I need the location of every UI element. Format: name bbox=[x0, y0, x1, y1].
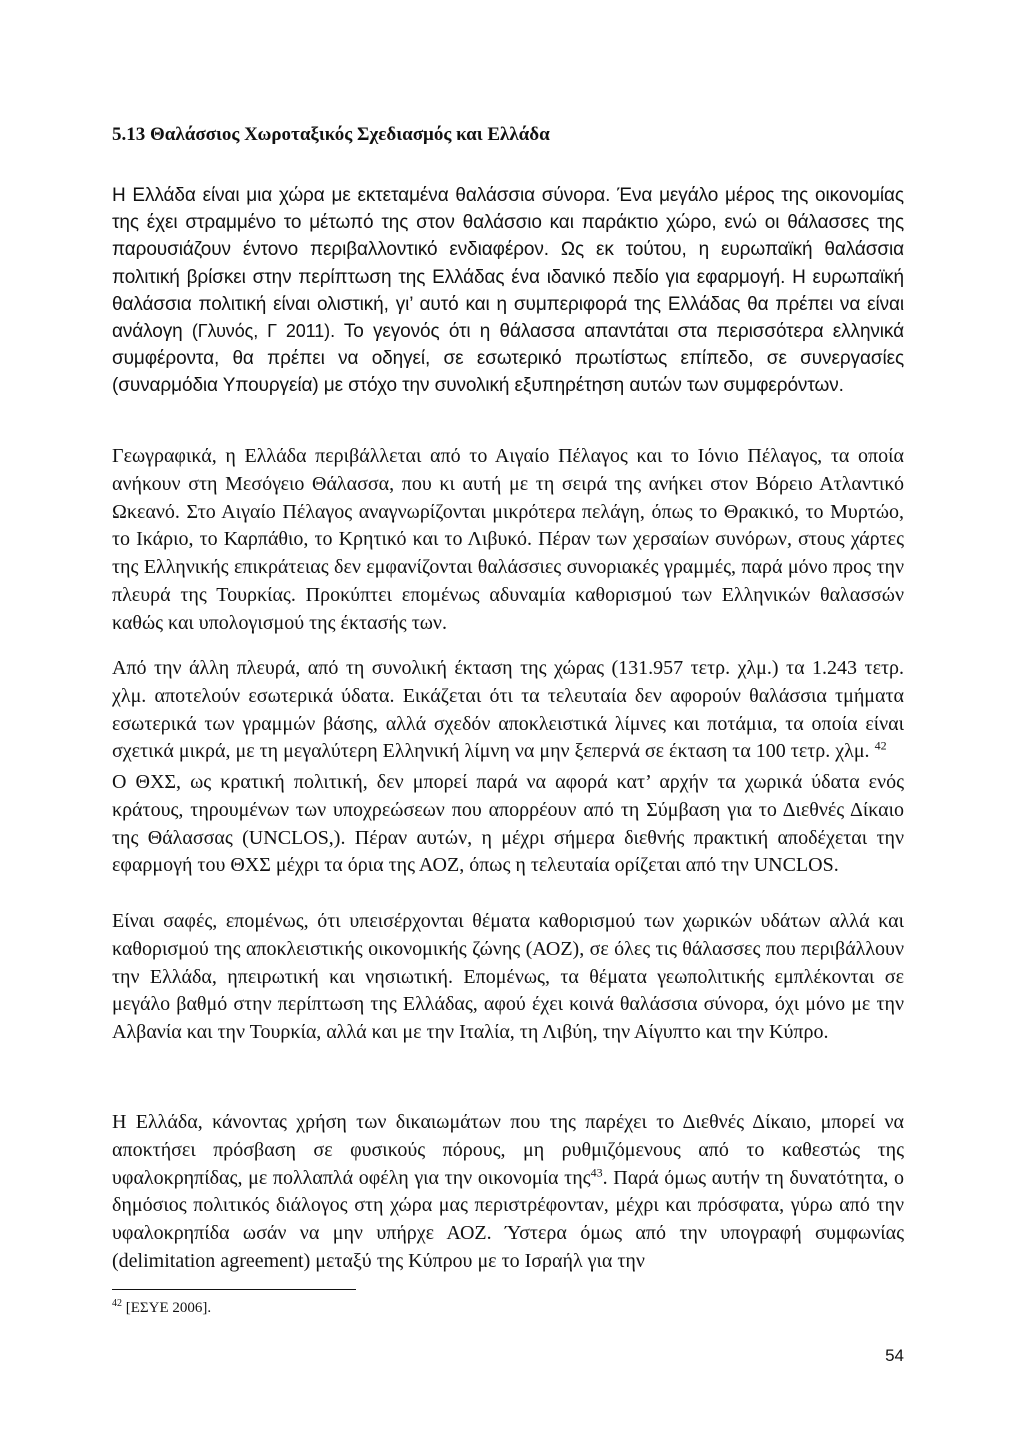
paragraph-text: Η Ελλάδα, κάνοντας χρήση των δικαιωμάτων που της παρέχει το Διεθνές Δίκαιο, μπορεί να αποκτήσει πρόσβαση σε φυσικούς πόρους, μη ρυθμιζόμενους από το καθεστώς της υφαλοκρηπίδας, με πολλαπλά οφέλη για την οικονομία της bbox=[112, 1111, 904, 1189]
citation: (Γλυνός, Γ 2011). bbox=[191, 321, 335, 342]
footnote-reference[interactable]: 43 bbox=[590, 1164, 603, 1179]
footnote bbox=[112, 1300, 211, 1317]
paragraph-text-end: Το γεγονός ότι η θάλασσα απαντάται στα περισσότερα ελληνικά συμφέροντα, θα πρέπει να οδηγεί, σε εσωτερικό πρωτίστως επίπεδο, σε συνεργασίες (συναρμόδια Υπουργεία) με στόχο την συνολική εξυπηρέτηση αυτών των συμφερόντων. bbox=[112, 321, 904, 397]
paragraph-eu-maritime-policy bbox=[112, 182, 904, 400]
paragraph-geography: Γεωγραφικά, η Ελλάδα περιβάλλεται από το Αιγαίο Πέλαγος και το Ιόνιο Πέλαγος, τα οποία ανήκουν στη Μεσόγειο Θάλασσα, που κι αυτή με τη σειρά της ανήκει στον Βόρειο Ατλαντικό Ωκεανό. Στο Αιγαίο Πέλαγος αναγνωρίζονται μικρότερα πελάγη, όπως το Θρακικό, το Μυρτώο, το Ικάριο, το Καρπάθιο, το Κρητικό και το Λιβυκό. Πέραν των χερσαίων συνόρων, στους χάρτες της Ελληνικής επικράτειας δεν εμφανίζονται θαλάσσιες συνοριακές γραμμές, παρά μόνο προς την πλευρά της Τουρκίας. Προκύπτει επομένως αδυναμία καθορισμού των Ελληνικών θαλασσών καθώς και υπολογισμού της έκτασής των. bbox=[112, 445, 904, 634]
section-heading: 5.13 Θαλάσσιος Χωροταξικός Σχεδιασμός και Ελλάδα bbox=[112, 124, 550, 145]
paragraph-text: Η Ελλάδα είναι μια χώρα με εκτεταμένα θαλάσσια σύνορα. Ένα μεγάλο μέρος της οικονομίας της έχει στραμμένο το μέτωπό της στον θαλάσσιο και παράκτιο χώρο, ενώ οι θάλασσες της παρουσιάζουν έντονο περιβαλλοντικό ενδιαφέρον. Ως εκ τούτου, η ευρωπαϊκή θαλάσσια πολιτική βρίσκει στην περίπτωση της Ελλάδας ένα ιδανικό πεδίο για εφαρμογή. Η ευρωπαϊκή θαλάσσια πολιτική είναι ολιστική, γι’ αυτό και η συμπεριφορά της Ελλάδας θα πρέπει να είναι ανάλογη bbox=[112, 185, 904, 343]
paragraph-natural-resources bbox=[112, 1109, 904, 1276]
footnote-divider bbox=[112, 1289, 356, 1290]
paragraph-msp-policy: Ο ΘΧΣ, ως κρατική πολιτική, δεν μπορεί παρά να αφορά κατ’ αρχήν τα χωρικά ύδατα ενός κράτους, τηρουμένων των υποχρεώσεων που απορρέουν από τη Σύμβαση για το Διεθνές Δίκαιο της Θάλασσας (UNCLOS,). Πέραν αυτών, η μέχρι σήμερα διεθνής πρακτική αποδέχεται την εφαρμογή του ΘΧΣ μέχρι τα όρια της ΑΟΖ, όπως η τελευταία ορίζεται από την UNCLOS. bbox=[112, 771, 904, 877]
paragraph-inland-waters bbox=[112, 655, 904, 766]
paragraph-text: Από την άλλη πλευρά, από τη συνολική έκταση της χώρας (131.957 τετρ. χλμ.) τα 1.243 τετρ. χλμ. αποτελούν εσωτερικά ύδατα. Εικάζεται ότι τα τελευταία δεν αφορούν θαλάσσια τμήματα εσωτερικά των γραμμών βάσης, αλλά σχεδόν αποκλειστικά λίμνες και ποτάμια, τα οποία είναι σχετικά μικρά, με τη μεγαλύτερη Ελληνική λίμνη να μην ξεπερνά σε έκταση τα 100 τετρ. χλμ. bbox=[112, 657, 904, 763]
paragraph-eez-geopolitics: Είναι σαφές, επομένως, ότι υπεισέρχονται θέματα καθορισμού των χωρικών υδάτων αλλά και καθορισμού της αποκλειστικής οικονομικής ζώνης (ΑΟΖ), σε όλες τις θάλασσες που περιβάλλουν την Ελλάδα, ηπειρωτική και νησιωτική. Επομένως, τα θέματα γεωπολιτικής εμπλέκονται σε μεγάλο βαθμό στην περίπτωση της Ελλάδας, αφού έχει κοινά θαλάσσια σύνορα, όχι μόνο με την Αλβανία και την Τουρκία, αλλά και με την Ιταλία, τη Λιβύη, την Αίγυπτο και την Κύπρο. bbox=[112, 910, 904, 1044]
page-number: 54 bbox=[885, 1346, 904, 1365]
footnote-number: 42 bbox=[112, 1298, 122, 1309]
footnote-text: [ΕΣΥΕ 2006]. bbox=[122, 1300, 212, 1316]
footnote-reference[interactable]: 42 bbox=[874, 738, 887, 753]
paragraph-text-end: . Παρά όμως αυτήν τη δυνατότητα, ο δημόσιος πολιτικός διάλογος στη χώρα μας περιστρέφονταν, μέχρι και πρόσφατα, γύρω από την υφαλοκρηπίδα ωσάν να μην υπήρχε ΑΟΖ. Ύστερα όμως από την υπογραφή συμφωνίας (delimitation agreement) μεταξύ της Κύπρου με το Ισραήλ για την bbox=[112, 1166, 905, 1272]
